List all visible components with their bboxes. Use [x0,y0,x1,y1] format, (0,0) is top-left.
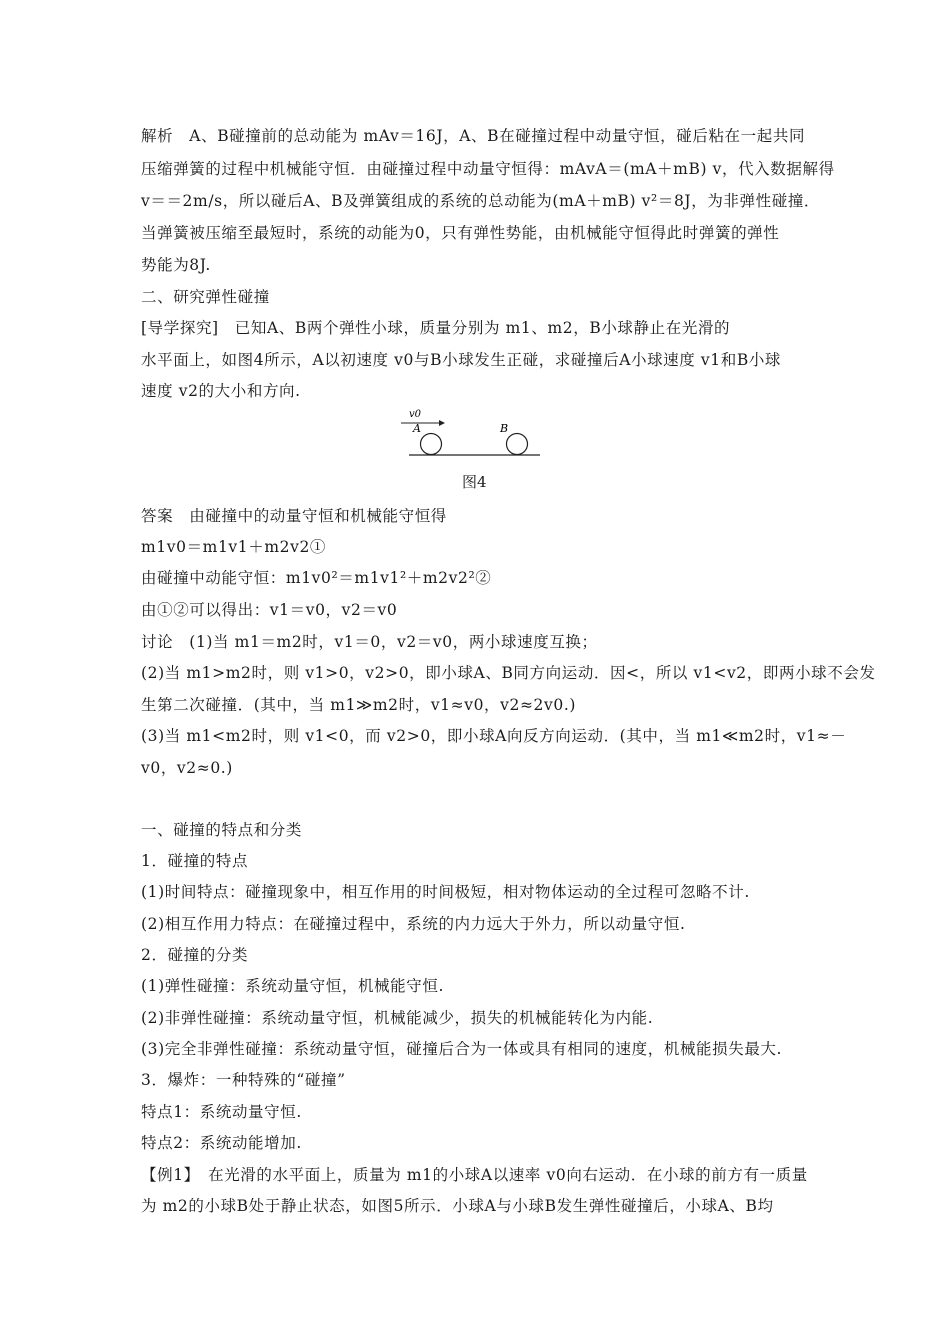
figure-4-diagram [395,400,555,470]
text-line: (1)时间特点：碰撞现象中，相互作用的时间极短，相对物体运动的全过程可忽略不计. [141,883,750,901]
subheading: 1．碰撞的特点 [141,852,249,870]
text-line: 当弹簧被压缩至最短时，系统的动能为0，只有弹性势能，由机械能守恒得此时弹簧的弹性 [141,224,780,242]
ball-b [507,434,528,455]
example-line: 为 m2的小球B处于静止状态，如图5所示．小球A与小球B发生弹性碰撞后，小球A、B均 [141,1197,774,1215]
velocity-label: v0 [409,409,422,420]
text-line: (3)完全非弹性碰撞：系统动量守恒，碰撞后合为一体或具有相同的速度，机械能损失最大. [141,1040,783,1058]
text-line: (2)非弹性碰撞：系统动量守恒，机械能减少，损失的机械能转化为内能. [141,1009,654,1027]
text-line: v0，v2≈0.) [141,759,233,777]
section-heading: 二、研究弹性碰撞 [141,288,270,306]
equation-line: 由碰撞中动能守恒：m1v0²＝m1v1²＋m2v2²② [141,569,492,587]
text-line: 答案 由碰撞中的动量守恒和机械能守恒得 [141,507,447,525]
example-line: 【例1】 在光滑的水平面上，质量为 m1的小球A以速率 v0向右运动．在小球的前方有一质量 [141,1166,808,1184]
text-line: 势能为8J. [141,256,211,274]
text-line: [导学探究] 已知A、B两个弹性小球，质量分别为 m1、m2，B小球静止在光滑的 [141,319,731,337]
text-line: (2)当 m1>m2时，则 v1>0，v2>0，即小球A、B同方向运动．因<，所以 v1<v2，即两小球不会发 [141,664,876,682]
text-line: 特点1：系统动量守恒. [141,1103,302,1121]
text-line: 讨论 (1)当 m1＝m2时，v1＝0，v2＝v0，两小球速度互换； [141,633,598,651]
text-line: 压缩弹簧的过程中机械能守恒．由碰撞过程中动量守恒得：mAvA＝(mA＋mB) v，代入数据解得 [141,160,835,178]
text-line: (3)当 m1<m2时，则 v1<0，而 v2>0，即小球A向反方向运动．(其中，当 m1≪m2时，v1≈－ [141,727,847,745]
text-line: 特点2：系统动能增加. [141,1134,302,1152]
subheading: 3．爆炸：一种特殊的“碰撞” [141,1071,346,1089]
subheading: 2．碰撞的分类 [141,946,249,964]
ball-a [421,434,442,455]
section-heading: 一、碰撞的特点和分类 [141,821,303,839]
text-line: (1)弹性碰撞：系统动量守恒，机械能守恒. [141,977,444,995]
text-line: 解析 A、B碰撞前的总动能为 mAv＝16J，A、B在碰撞过程中动量守恒，碰后粘在一起共同 [141,127,806,145]
text-line: v＝＝2m/s，所以碰后A、B及弹簧组成的系统的总动能为(mA＋mB) v²＝8J，为非弹性碰撞． [141,192,821,210]
text-line: 生第二次碰撞．(其中，当 m1≫m2时，v1≈v0，v2≈2v0.) [141,696,577,714]
ball-b-label: B [500,422,509,435]
equation-line: m1v0＝m1v1＋m2v2① [141,538,327,556]
text-line: (2)相互作用力特点：在碰撞过程中，系统的内力远大于外力，所以动量守恒. [141,915,686,933]
text-line: 水平面上，如图4所示，A以初速度 v0与B小球发生正碰，求碰撞后A小球速度 v1和B小球 [141,351,782,369]
text-line: 速度 v2的大小和方向. [141,382,301,400]
arrowhead-icon [439,420,445,426]
equation-line: 由①②可以得出：v1＝v0，v2＝v0 [141,601,398,619]
ball-a-label: A [413,422,421,435]
figure-caption: 图4 [462,473,487,491]
